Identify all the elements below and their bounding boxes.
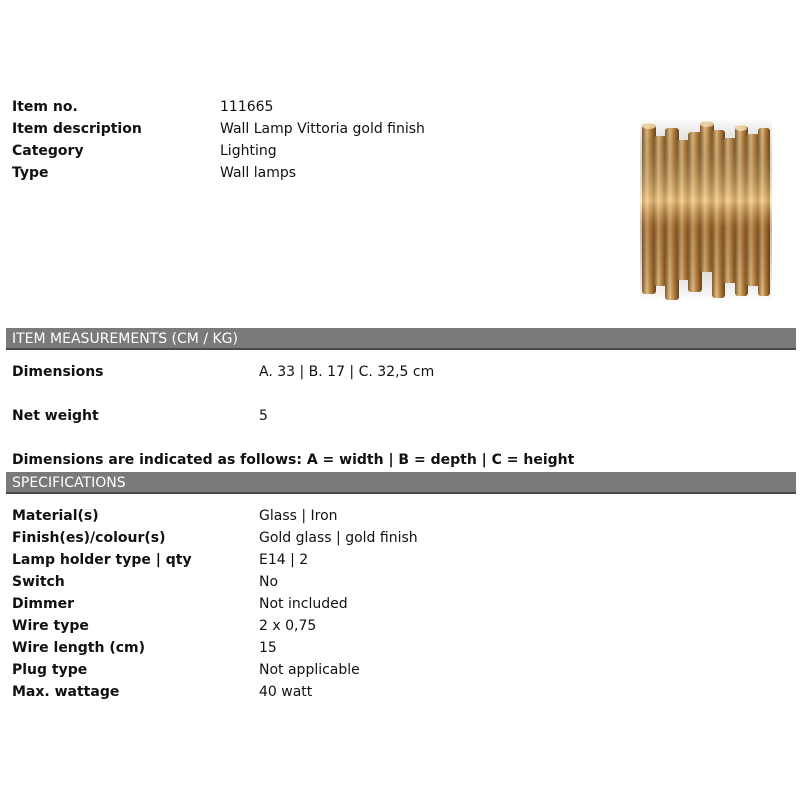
type-label: Type	[12, 165, 49, 181]
spec-label: Dimmer	[12, 596, 74, 612]
category-label: Category	[12, 143, 84, 159]
spec-value: 40 watt	[259, 684, 313, 700]
dimensions-value: A. 33 | B. 17 | C. 32,5 cm	[259, 364, 435, 380]
spec-label: Plug type	[12, 662, 88, 678]
category-value: Lighting	[220, 143, 277, 159]
spec-value: 15	[259, 640, 277, 656]
spec-label: Wire length (cm)	[12, 640, 146, 656]
dimensions-note: Dimensions are indicated as follows: A = width | B = depth | C = height	[12, 452, 575, 468]
dimensions-label: Dimensions	[12, 364, 104, 380]
item-no-value: 111665	[220, 99, 274, 115]
spec-label: Switch	[12, 574, 65, 590]
spec-value: Not applicable	[259, 662, 360, 678]
spec-value: Gold glass | gold finish	[259, 530, 418, 546]
item-description-value: Wall Lamp Vittoria gold finish	[220, 121, 425, 137]
spec-label: Lamp holder type | qty	[12, 552, 192, 568]
item-description-label: Item description	[12, 121, 142, 137]
spec-value: Glass | Iron	[259, 508, 338, 524]
spec-value: Not included	[259, 596, 348, 612]
type-value: Wall lamps	[220, 165, 297, 181]
spec-value: No	[259, 574, 279, 590]
spec-label: Finish(es)/colour(s)	[12, 530, 166, 546]
product-photo	[632, 118, 780, 302]
spec-label: Max. wattage	[12, 684, 120, 700]
measurements-header: ITEM MEASUREMENTS (CM / KG)	[6, 328, 796, 350]
spec-value: 2 x 0,75	[259, 618, 317, 634]
item-no-label: Item no.	[12, 99, 78, 115]
spec-label: Material(s)	[12, 508, 99, 524]
spec-label: Wire type	[12, 618, 89, 634]
net-weight-label: Net weight	[12, 408, 99, 424]
specifications-header: SPECIFICATIONS	[6, 472, 796, 494]
spec-value: E14 | 2	[259, 552, 309, 568]
net-weight-value: 5	[259, 408, 268, 424]
